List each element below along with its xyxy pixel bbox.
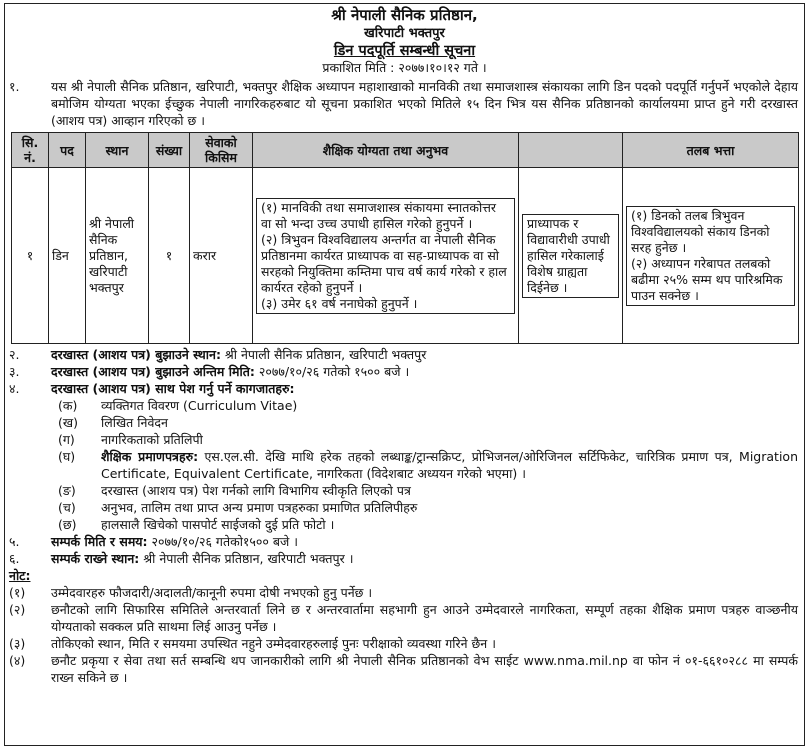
cell-preference <box>519 168 623 344</box>
preference-box: प्राध्यापक र विद्यावारीधी उपाधी हासिल गरेकालाई विशेष ग्राह्यता दिईनेछ । <box>522 214 619 298</box>
note-text: तोकिएको स्थान, मिति र समयमा उपस्थित नहुने उम्मेदवारहरुलाई पुनः परीक्षाको व्यवस्था गरिने छैन । <box>51 636 496 651</box>
col-header-count: संख्या <box>149 133 190 168</box>
item-label: सम्पर्क मिति र समय: <box>51 534 148 549</box>
doc-number: (ङ) <box>58 483 76 498</box>
doc-number: (ख) <box>58 415 78 430</box>
list-item <box>5 635 804 652</box>
list-item <box>5 448 804 482</box>
doc-text: हालसालै खिचेको पासपोर्ट साईजको दुई प्रति फोटो । <box>101 517 335 532</box>
document-list <box>5 397 804 533</box>
doc-label: शैक्षिक प्रमाणपत्रहरु: <box>101 449 199 464</box>
item-text: २०७७/१०/२६ गतेको१५०० बजे । <box>147 534 299 549</box>
note-number: (१) <box>9 585 26 600</box>
doc-number: (घ) <box>58 449 76 464</box>
doc-text: दरखास्त (आशय पत्र) पेश गर्नको लागि विभागिय स्वीकृति लिएको पत्र <box>101 483 411 498</box>
list-item <box>5 346 804 363</box>
col-header-post: पद <box>49 133 86 168</box>
doc-number: (क) <box>58 398 78 413</box>
vacancy-table <box>11 132 799 344</box>
item-text: श्री नेपाली सैनिक प्रतिष्ठान, खरिपाटी भक्तपुर । <box>139 551 354 566</box>
col-header-qualification: शैक्षिक योग्यता तथा अनुभव <box>253 133 519 168</box>
intro-paragraph <box>5 78 804 129</box>
list-item <box>5 499 804 516</box>
qualification-box <box>256 198 515 314</box>
list-item <box>5 482 804 499</box>
note-number: (३) <box>9 636 26 651</box>
doc-number: (छ) <box>58 517 77 532</box>
list-item <box>5 380 804 397</box>
note-text: छनौट प्रकृया र सेवा तथा सर्त सम्बन्धि थप जानकारीको लागि श्री नेपाली सैनिक प्रतिष्ठानको वेभ साईट www.nma.mil.np वा फोन नं ०१-६६१०२८८ मा सम्पर्क राख्न सकिने छ । <box>51 653 798 685</box>
org-place: खरिपाटी भक्तपुर <box>364 26 445 41</box>
note-text: उम्मेदवारहरु फौजदारी/अदालती/कानूनी रुपमा दोषी नभएको हुनु पर्नेछ । <box>51 585 373 600</box>
doc-number: (च) <box>58 500 76 515</box>
org-name: श्री नेपाली सैनिक प्रतिष्ठान, <box>331 6 478 24</box>
note-text: छनौटको लागि सिफारिस समितिले अन्तरवार्ता लिने छ र अन्तरवार्तामा सहभागी हुन आउने उम्मेदवारले नागरिकता, सम्पूर्ण तहका शैक्षिक प्रमाण पत्रहरु वाञ्छनीय योग्यताको सक्कल प्रति साथमा लिई आउनु पर्नेछ । <box>51 602 798 634</box>
item-label: सम्पर्क राख्ने स्थान: <box>51 551 140 566</box>
note-number: (४) <box>9 653 26 668</box>
list-item <box>5 414 804 431</box>
list-item <box>5 584 804 601</box>
salary-item: (१) डिनको तलब त्रिभुवन विश्वविद्यालयको संकाय डिनको सरह हुनेछ । <box>631 207 770 255</box>
intro-number: १. <box>9 79 20 94</box>
col-header-place: स्थान <box>86 133 149 168</box>
item-label: दरखास्त (आशय पत्र) बुझाउने अन्तिम मिति: <box>51 364 255 379</box>
list-item <box>5 550 804 567</box>
col-header-preference <box>519 133 623 168</box>
cell-service: करार <box>190 168 253 344</box>
notice-page <box>4 3 805 746</box>
list-item <box>5 652 804 686</box>
list-item <box>5 397 804 414</box>
table-header-row <box>12 133 799 168</box>
doc-text: अनुभव, तालिम तथा प्राप्त अन्य प्रमाण पत्रहरुका प्रमाणित प्रतिलिपीहरु <box>101 500 418 515</box>
col-header-service: सेवाको किसिम <box>190 133 253 168</box>
cell-count: १ <box>149 168 190 344</box>
item-number: ५. <box>9 534 20 549</box>
list-item <box>5 363 804 380</box>
item-text: २०७७/१०/२६ गतेको १५०० बजे । <box>254 364 410 379</box>
col-header-salary: तलब भत्ता <box>623 133 799 168</box>
cell-salary <box>623 168 799 344</box>
item-text: श्री नेपाली सैनिक प्रतिष्ठान, खरिपाटी भक्तपुर <box>220 347 427 362</box>
salary-item: (२) अध्यापन गरेबापत तलबको बढीमा २५% सम्म थप पारिश्रमिक पाउन सक्नेछ । <box>631 255 783 303</box>
intro-text: यस श्री नेपाली सैनिक प्रतिष्ठान, खरिपाटी, भक्तपुर शैक्षिक अध्यापन महाशाखाको मानविकी तथा समाजशास्त्र संकायका लागि डिन पदको पदपूर्ति गर्नुपर्ने भएकोले देहाय बमोजिम योग्यता भएका ईच्छुक नेपाली नागरिकहरुबाट यो सूचना प्रकाशित भएको मितिले १५ दिन भित्र यस सैनिक प्रतिष्ठानको कार्यालयमा प्राप्त हुने गरी दरखास्त (आशय पत्र) आव्हान गरिएको छ । <box>51 79 798 128</box>
doc-text: नागरिकताको प्रतिलिपी <box>101 432 203 447</box>
list-item <box>5 533 804 550</box>
qualification-item: (३) उमेर ६१ वर्ष ननाघेको हुनुपर्ने । <box>261 295 418 311</box>
notes-list <box>5 584 804 686</box>
item-number: २. <box>9 347 20 362</box>
list-item <box>5 601 804 635</box>
list-item <box>5 431 804 448</box>
item-label: दरखास्त (आशय पत्र) बुझाउने स्थान: <box>51 347 221 362</box>
notes-heading: नोट: <box>9 568 31 583</box>
table-row <box>12 168 799 344</box>
doc-text: व्यक्तिगत विवरण (Curriculum Vitae) <box>101 398 298 413</box>
cell-sn: १ <box>12 168 49 344</box>
item-number: ४. <box>9 381 20 396</box>
published-date: प्रकाशित मिति : २०७७।१०।१२ गते । <box>322 60 487 75</box>
doc-text: लिखित निवेदन <box>101 415 168 430</box>
application-items <box>5 346 804 397</box>
item-label: दरखास्त (आशय पत्र) साथ पेश गर्नु पर्ने कागजातहरु: <box>51 381 295 396</box>
salary-box <box>626 206 795 306</box>
list-item <box>5 516 804 533</box>
col-header-sn: सि. नं. <box>12 133 49 168</box>
item-number: ६. <box>9 551 20 566</box>
cell-place: श्री नेपाली सैनिक प्रतिष्ठान, खरिपाटी भक्तपुर <box>86 168 149 344</box>
contact-items <box>5 533 804 567</box>
qualification-item: (२) त्रिभुवन विश्वविद्यालय अन्तर्गत वा नेपाली सैनिक प्रतिष्ठानमा कार्यरत प्राध्यापक वा सह-प्राध्यापक वा सो सरहको नियुक्तिमा कम्तिमा पाच वर्ष कार्य गरेको र हाल कार्यरत रहेको हुनुपर्ने । <box>261 231 507 295</box>
cell-qualification <box>253 168 519 344</box>
cell-post: डिन <box>49 168 86 344</box>
notice-title: डिन पदपूर्ति सम्बन्धी सूचना <box>333 43 476 59</box>
note-number: (२) <box>9 602 26 617</box>
item-number: ३. <box>9 364 20 379</box>
doc-number: (ग) <box>58 432 75 447</box>
qualification-item: (१) मानविकी तथा समाजशास्त्र संकायमा स्नातकोत्तर वा सो भन्दा उच्च उपाधी हासिल गरेको हुनुपर्ने । <box>261 199 496 231</box>
doc-text: एस.एल.सी. देखि माथि हरेक तहको लब्धाङ्क/ट्रान्सक्रिप्ट, प्रोभिजनल/ओरिजिनल सर्टिफिकेट, चारित्रिक प्रमाण पत्र, Migration Certificate, Equivalent Certificate, नागरिकता (विदेशबाट अध्ययन गरेको भएमा) । <box>101 449 798 481</box>
